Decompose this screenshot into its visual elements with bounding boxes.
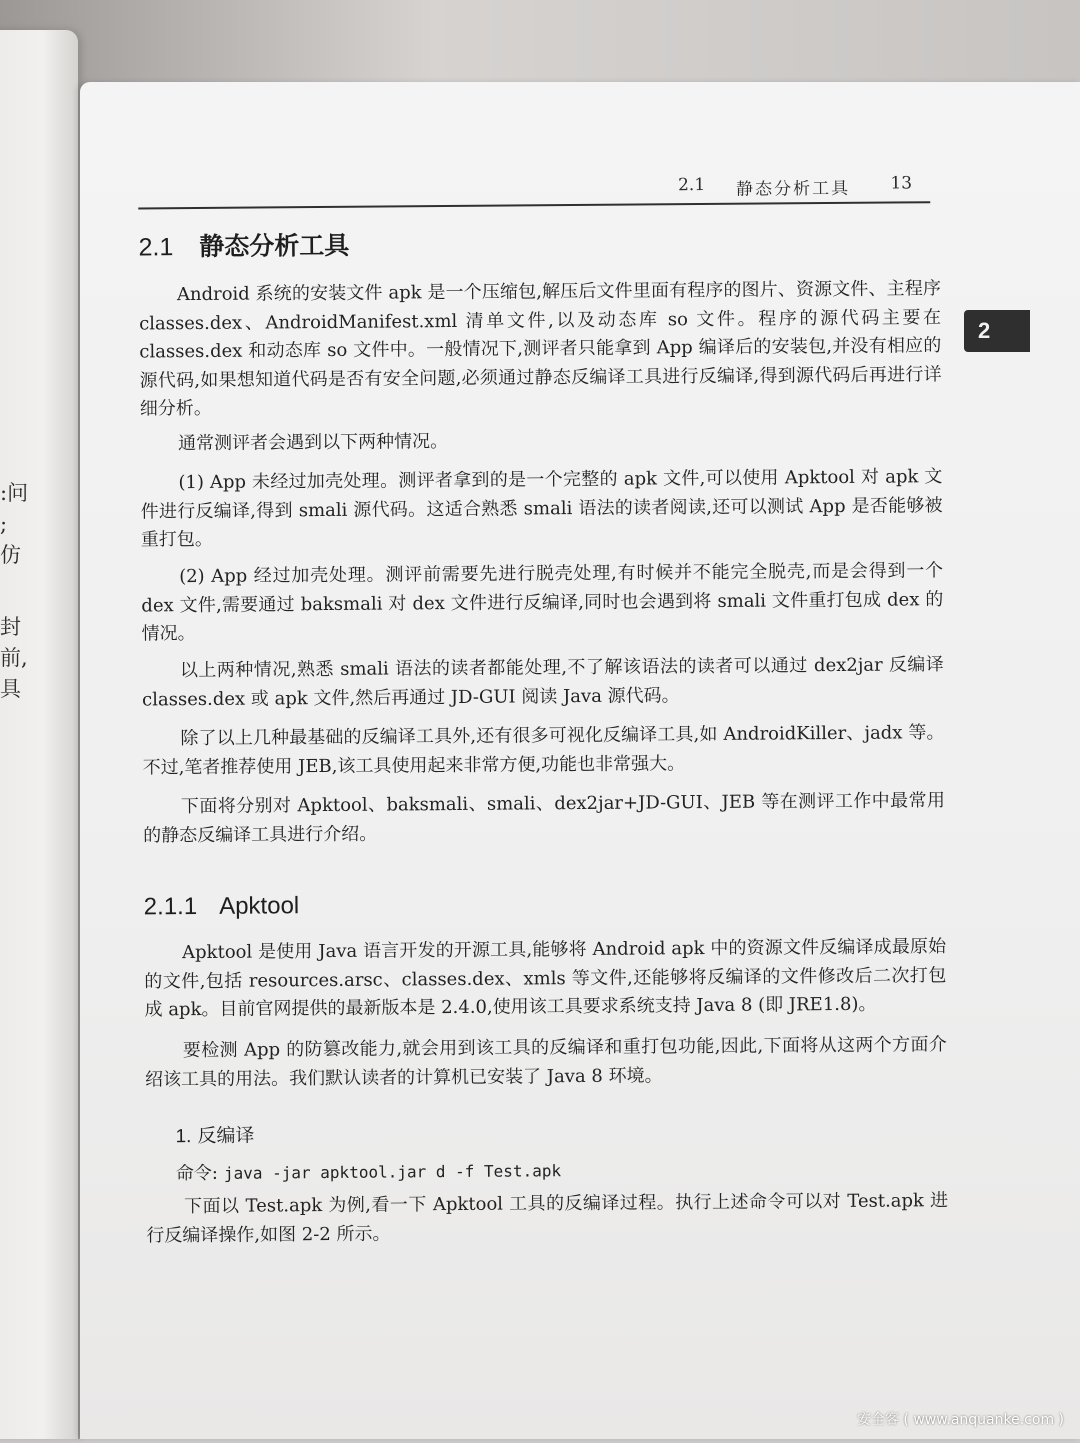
command-line bbox=[176, 1156, 561, 1185]
section-title: 静态分析工具 bbox=[199, 231, 350, 261]
section-number: 2.1 bbox=[138, 233, 174, 262]
paragraph: 以上两种情况,熟悉 smali 语法的读者都能处理,不了解该语法的读者可以通过 dex2jar 反编译 classes.dex 或 apk 文件,然后再通过 JD-GUI 阅读 Java 源代码。 bbox=[142, 654, 944, 710]
watermark: 安全客 ( www.anquanke.com ) bbox=[856, 1412, 1064, 1428]
paragraph: 除了以上几种最基础的反编译工具外,还有很多可视化反编译工具,如 AndroidKiller、jadx 等。不过,笔者推荐使用 JEB,该工具使用起来非常方便,功能也非常强大。 bbox=[142, 722, 945, 778]
left-page-edge bbox=[0, 30, 78, 1439]
section-heading bbox=[138, 226, 349, 264]
step-heading bbox=[175, 1121, 254, 1149]
step-number: 1. bbox=[175, 1126, 192, 1148]
subsection-number: 2.1.1 bbox=[143, 893, 198, 921]
paragraph: 下面将分别对 Apktool、baksmali、smali、dex2jar+JD-GUI、JEB 等在测评工作中最常用的静态反编译工具进行介绍。 bbox=[143, 790, 946, 846]
command-label: 命令: bbox=[175, 1162, 219, 1185]
paragraph: 要检测 App 的防篡改能力,就会用到该工具的反编译和重打包功能,因此,下面将从这两个方面介绍该工具的用法。我们默认读者的计算机已安装了 Java 8 环境。 bbox=[145, 1034, 947, 1090]
command-code: java -jar apktool.jar d -f Test.apk bbox=[223, 1161, 562, 1183]
paragraph: 下面以 Test.apk 为例,看一下 Apktool 工具的反编译过程。执行上述命令可以对 Test.apk 进行反编译操作,如图 2-2 所示。 bbox=[146, 1190, 949, 1246]
step-title: 反编译 bbox=[197, 1125, 255, 1148]
paragraph: 通常测评者会遇到以下两种情况。 bbox=[178, 431, 449, 455]
book-page bbox=[80, 82, 1080, 1439]
left-page-fragment: 封 前, 具 bbox=[0, 615, 28, 701]
paragraph: (1) App 未经过加壳处理。测评者拿到的是一个完整的 apk 文件,可以使用 Apktool 对 apk 文件进行反编译,得到 smali 源代码。这适合熟悉 smali 语法的读者阅读,还可以测试 App 是否能够被重打包。 bbox=[140, 466, 943, 551]
subsection-heading bbox=[144, 892, 300, 921]
paragraph: Android 系统的安装文件 apk 是一个压缩包,解压后文件里面有程序的图片、资源文件、主程序 classes.dex、AndroidManifest.xml 清单文件,以及动态库 so 文件。程序的源代码主要在 classes.dex 和动态库 so 文件中。一般情况下,测评者只能拿到 App 编译后的安装包,并没有相应的源代码,如果想知道代码是否有安全问题,必须通过静态反编译工具进行反编译,得到源代码后再进行详细分析。 bbox=[139, 278, 942, 420]
running-header bbox=[138, 173, 930, 209]
chapter-tab: 2 bbox=[964, 310, 1030, 352]
subsection-title: Apktool bbox=[219, 892, 300, 920]
paragraph: (2) App 经过加壳处理。测评前需要先进行脱壳处理,有时候并不能完全脱壳,而是会得到一个 dex 文件,需要通过 baksmali 对 dex 文件进行反编译,同时也会遇到将 smali 文件重打包成 dex 的情况。 bbox=[141, 560, 944, 645]
page-number: 13 bbox=[890, 173, 913, 194]
header-title: 静态分析工具 bbox=[736, 178, 851, 200]
left-page-fragment: :问 ; 仿 bbox=[0, 481, 29, 567]
paragraph: Apktool 是使用 Java 语言开发的开源工具,能够将 Android apk 中的资源文件反编译成最原始的文件,包括 resources.arsc、classes.dex、xmls 等文件,还能够将反编译的文件修改后二次打包成 apk。目前官网提供的最新版本是 2.4.0,使用该工具要求系统支持 Java 8 (即 JRE1.8)。 bbox=[144, 936, 947, 1021]
header-section-number: 2.1 bbox=[677, 175, 706, 196]
